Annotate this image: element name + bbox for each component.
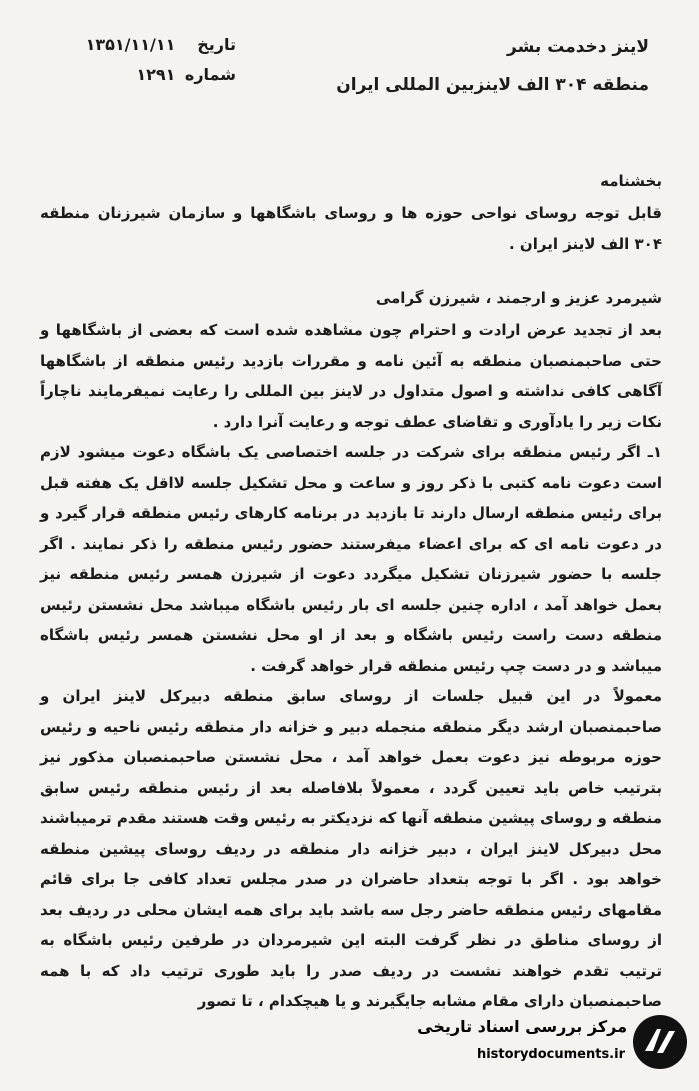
- paragraph-item-1: ۱ـ اگر رئیس منطقه برای شرکت در جلسه اختصاصی یک باشگاه دعوت میشود لازم است دعوت نامه کتبی با ذکر روز و ساعت و محل تشکیل جلسه لااقل یک هفته قبل برای رئیس منطقه ارسال دارند تا بازدید در برنامه کارهای رئیس منطقه قرار گیرد و در دعوت نامه ای که برای اعضاء میفرستند حضور رئیس منطقه را ذکر نمایند . اگر جلسه با حضور شیرزنان تشکیل میگردد دعوت از شیرزن همسر رئیس منطقه نیز بعمل خواهد آمد ، اداره چنین جلسه ای بار رئیس باشگاه میباشد محل نشستن رئیس منطقه دست راست رئیس باشگاه و بعد از او محل نشستن همسر رئیس باشگاه میباشد و در دست چپ رئیس منطقه قرار خواهد گرفت .: [40, 443, 662, 675]
- paragraph-intro: بعد از تجدید عرض ارادت و احترام چون مشاهده شده است که بعضی از باشگاهها و حتی صاحبمنصبان منطقه به آئین نامه و مقررات بازدید رئیس منطقه از باشگاهها آگاهی کافی نداشته و اصول متداول در لاینز بین المللی را رعایت نمیفرمایند ناچاراً نکات زیر را یادآوری و تقاضای عطف توجه و رعایت آنرا دارد .: [40, 321, 662, 431]
- document-body: [40, 172, 662, 1017]
- document-title: بخشنامه: [600, 172, 662, 190]
- letterhead-meta: [36, 30, 236, 90]
- number-value: ۱۲۹۱: [136, 65, 176, 84]
- organization-name: منطقه ۳۰۴ الف لاینزبین المللی ایران: [336, 75, 649, 95]
- date-value: ۱۳۵۱/۱۱/۱۱: [85, 35, 176, 54]
- date-row: [36, 30, 236, 60]
- paragraph-seating: معمولاً در این قبیل جلسات از روسای سابق منطقه دبیرکل لاینز ایران و صاحبمنصبان ارشد دیگر منطقه منجمله دبیر و خزانه دار منطقه رئیس ناحیه و رئیس حوزه مربوطه نیز دعوت بعمل خواهد آمد ، محل نشستن صاحبمنصبان مذکور نیز بترتیب خاص باید تعیین گردد ، معمولاً بلافاصله بعد از رئیس منطقه رئیس سابق منطقه و روسای پیشین منطقه آنها که نزدیکتر به رئیس وقت هستند مقدم ترمیباشند محل دبیرکل لاینز ایران ، دبیر خزانه دار منطقه در ردیف روسای پیشین منطقه خواهد بود . اگر با توجه بتعداد حاضران در صدر مجلس تعداد کافی جا برای قائم مقامهای رئیس منطقه حاضر رجل سه باشد باید برای همه ایشان محلی در ردیف بعد از روسای مناطق در نظر گرفت البته این شیرمردان در طرفین رئیس باشگاه به ترتیب تقدم خواهند نشست در ردیف صدر را باید طوری ترتیب داد که با همه صاحبمنصبان دارای مقام مشابه جایگیرند و یا هیچکدام ، تا تصور: [40, 687, 662, 1010]
- archive-logo-icon: [631, 1013, 689, 1071]
- salutation: شیرمرد عزیز و ارجمند ، شیرزن گرامی: [375, 289, 662, 307]
- watermark-title: مرکز بررسی اسناد تاریخی: [417, 1017, 627, 1036]
- number-row: [36, 60, 236, 90]
- archive-watermark: [419, 1005, 689, 1083]
- watermark-url: historydocuments.ir: [476, 1047, 625, 1062]
- letterhead-organization: [289, 28, 649, 104]
- date-label: تاریخ: [197, 35, 236, 54]
- number-label: شماره: [184, 65, 236, 84]
- organization-motto: لاینز دخدمت بشر: [507, 37, 649, 57]
- recipients-line: قابل توجه روسای نواحی حوزه ها و روسای باشگاهها و سازمان شیرزنان منطقه ۳۰۴ الف لاینز ایران .: [40, 204, 662, 253]
